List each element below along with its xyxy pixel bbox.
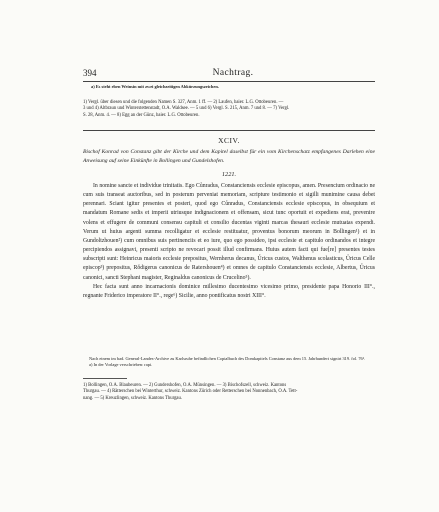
page-header bbox=[83, 68, 375, 81]
body-paragraph: Hec facta sunt anno incarnacionis dominice millesimo ducentesimo vicesimo primo, presidente papa Honorio III°., regnante Friderico imperatore II°., rege⁶) Sicilie, anno pontificatus nostri XIII°. bbox=[83, 283, 375, 299]
provenance-note bbox=[89, 356, 375, 368]
document-number: XCIV. bbox=[218, 136, 240, 145]
footnote-rule bbox=[83, 378, 127, 379]
page-number: 394 bbox=[83, 68, 97, 78]
footnote-line: 1) Vergl. über diesen und die folgenden Namen S. 327, Anm. 1 ff. — 2) Laufen, baier. L.G. Ottobeuren. — bbox=[83, 100, 284, 105]
header-rule bbox=[83, 81, 375, 82]
variant-note: a) In der Vorlage verschrieben: rapi. bbox=[89, 362, 153, 368]
footnote-line: S. 28, Anm. 4. — 8) Egg an der Günz, baier. L.G. Ottobeuren. bbox=[83, 112, 200, 118]
document-title: Bischof Konrad von Constanz gibt der Kirche und dem Kapitel daselbst für ein vom Kirchenschatz empfangenes Darlehen eine Anweisung auf seine Einkünfte in Bollingen und Gundelshofen. bbox=[83, 149, 375, 164]
footnote-line: nang. — 5) Kreuzlingen, schweiz. Kantons Thurgau. bbox=[83, 395, 183, 401]
provenance-text: Nach einem im bad. General-Landes-Archive zu Karlsruhe befindlichen Copialbuch des Domkapitels Constanz aus dem 15. Jahrhundert signirt 319. fol. 76ᵇ. bbox=[89, 356, 366, 361]
document-body bbox=[83, 182, 375, 301]
body-paragraph: In nomine sancte et individue trinitatis. Ego Cůnradus, Constanciensis ecclesie episcopus, amen. Presencium ordinacio ne cum suis transeat auctoribus, sed in posterum perveniat memoriam, scripture testimonio et sigilli munimine causa debet perennari. Sciant igitur presentes et posteri, quod ego Cůnradus, Constanciensis ecclesie episcopus, in obsequium et mandatum Romane sedis et imperii utriusque indignacionem et offensam, sicut tunc oportuit et expediens erat, prevenire volens et effugere de communi consensu capituli et consilio ducentas viginti marcas thesauri ecclesie mutuatas expendi. Verum ut huius argenti summa recolligatur et ecclesie restituatur, proventus bonorum meorum in Bollingen¹) et in Gundoltzhouen²) cum omnibus suis pertinenciis et eo iure, quo ego possideo, ipsi ecclesie et capitulo ordinandos et integre percipiendos assignavi, presenti scripto ne revocari possit illud confirmans. Huius autem facti qui fue[re] presentes testes subscripti sunt: Heinricus maioris ecclesie prepositus, Wernherus decanus, Ůricus custos, Walthenus scolasticus, Ůricus Celle episcop³) prepositus, Rǒdigerus canonicus de Ratershouen⁴) et omnes de capitulo Constanciensis ecclesie, Albertus, Ůricus canonici, sancti Stephani magister, Reginaldus canonicus de Crucelino⁵). bbox=[83, 183, 375, 281]
footnote-line: 1) Bollingen, O.A. Blaubeuren. — 2) Gundershofen, O.A. Münsingen. — 3) Bischofszell, schweiz. Kantons bbox=[83, 383, 287, 388]
section-rule bbox=[83, 130, 375, 131]
document-footnotes bbox=[83, 383, 375, 402]
footnote-line: 3 und 4) Altbraun und Winterstettenstadt, O.A. Waldsee. — 5 und 6) Vergl. S. 215, Anm. 7 und 8. — 7) Vergl. bbox=[83, 106, 290, 112]
previous-apparatus-note: a) Es steht eben Weinsin mit zwei gleichzeitigen Abkürzungszeichen. bbox=[91, 84, 219, 89]
footnote-line: Thurgau. — 4) Rätterschen bei Winterthur, schweiz. Kantons Zürich oder Retterschen bei Nonnenbach, O.A. Tett- bbox=[83, 389, 298, 395]
document-date: 1221. bbox=[221, 171, 237, 178]
previous-footnotes bbox=[83, 100, 375, 119]
running-head: Nachtrag. bbox=[212, 68, 254, 78]
